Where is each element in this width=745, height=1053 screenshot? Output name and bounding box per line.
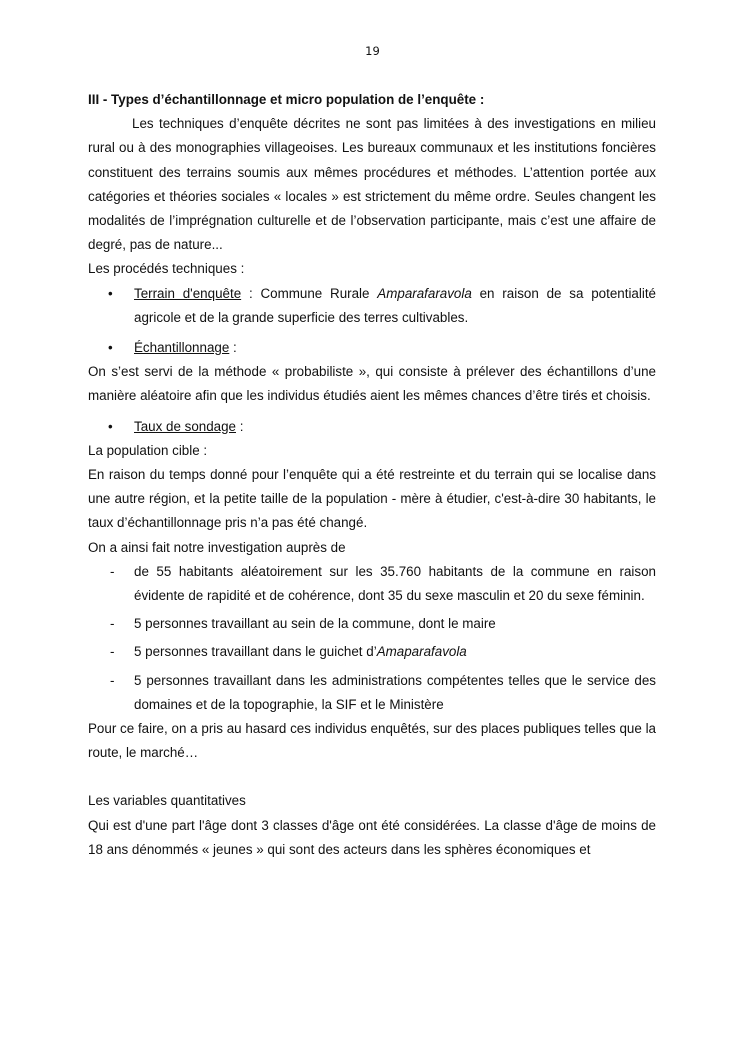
list-item-echantillonnage (88, 336, 656, 360)
intro-paragraph: Les techniques d’enquête décrites ne sont pas limitées à des investigations en milieu rural ou à des monographies villageoises. Les bureaux communaux et les institutions foncières constituent des terrains soumis aux mêmes procédures et méthodes. L’attention portée aux catégories et théories sociales « locales » est strictement du même ordre. Seules changent les modalités de l’imprégnation culturelle et de l’observation participante, mais c’est une affaire de degré, pas de nature... (88, 116, 656, 253)
investigation-list (88, 560, 656, 717)
taux-suffix: : (236, 418, 244, 434)
section-heading: III - Types d’échantillonnage et micro population de l’enquête : (88, 92, 485, 107)
dash-icon: - (110, 563, 115, 579)
investigation-item-text: 5 personnes travaillant dans le guichet d’ (134, 644, 377, 660)
hasard-paragraph: Pour ce faire, on a pris au hasard ces individus enquêtés, sur des places publiques telles que la route, le marché… (88, 721, 656, 761)
population-cible-label: La population cible : (88, 442, 208, 458)
procedes-label: Les procédés techniques : (88, 261, 245, 277)
taux-label: Taux de sondage (134, 418, 236, 434)
age-paragraph: Qui est d'une part l'âge dont 3 classes d'âge ont été considérées. La classe d'âge de moins de 18 ans dénommés « jeunes » qui sont des acteurs dans les sphères économiques et (88, 817, 656, 857)
list-item (88, 669, 656, 717)
investigation-item-text: 5 personnes travaillant dans les administrations compétentes telles que le service des domaines et de la topographie, la SIF et le Ministère (134, 672, 656, 712)
variables-label: Les variables quantitatives (88, 793, 246, 809)
bullet-icon: • (108, 340, 113, 356)
dash-icon: - (110, 616, 115, 632)
procedes-list (88, 282, 656, 361)
population-paragraph: En raison du temps donné pour l’enquête qui a été restreinte et du terrain qui se localise dans une autre région, et la petite taille de la population - mère à étudier, c'est-à-dire 30 habitants, le taux d’échantillonnage pris n’a pas été changé. (88, 467, 656, 531)
investigation-label: On a ainsi fait notre investigation auprès de (88, 539, 346, 555)
list-item (88, 612, 656, 636)
list-item (88, 640, 656, 664)
bullet-icon: • (108, 418, 113, 434)
echantillonnage-suffix: : (229, 340, 237, 356)
dash-icon: - (110, 644, 115, 660)
echantillonnage-label: Échantillonnage (134, 340, 230, 356)
terrain-place: Amparafaravola (377, 285, 472, 301)
methode-paragraph: On s’est servi de la méthode « probabiliste », qui consiste à prélever des échantillons d’une manière aléatoire afin que les individus étudiés aient les mêmes chances d’être tirés et choisis. (88, 364, 656, 404)
investigation-item-text: de 55 habitants aléatoirement sur les 35.760 habitants de la commune en raison évidente de rapidité et de cohérence, dont 35 du sexe masculin et 20 du sexe féminin. (134, 563, 656, 604)
document-body (88, 88, 656, 862)
terrain-label: Terrain d'enquête (134, 285, 242, 301)
blank-line (88, 765, 656, 789)
list-item (88, 560, 656, 608)
taux-list (88, 415, 656, 439)
terrain-text-before: : Commune Rurale (241, 285, 378, 301)
guichet-place: Amaparafavola (376, 644, 467, 660)
dash-icon: - (110, 672, 115, 688)
list-item-taux (88, 415, 656, 439)
list-item-terrain (88, 282, 656, 330)
page-number: 19 (365, 44, 380, 58)
investigation-item-text: 5 personnes travaillant au sein de la commune, dont le maire (134, 616, 496, 632)
terrain-text-after: en raison de sa potentialité agricole et de la grande superficie des terres cultivables. (134, 285, 656, 325)
bullet-icon: • (108, 285, 113, 301)
